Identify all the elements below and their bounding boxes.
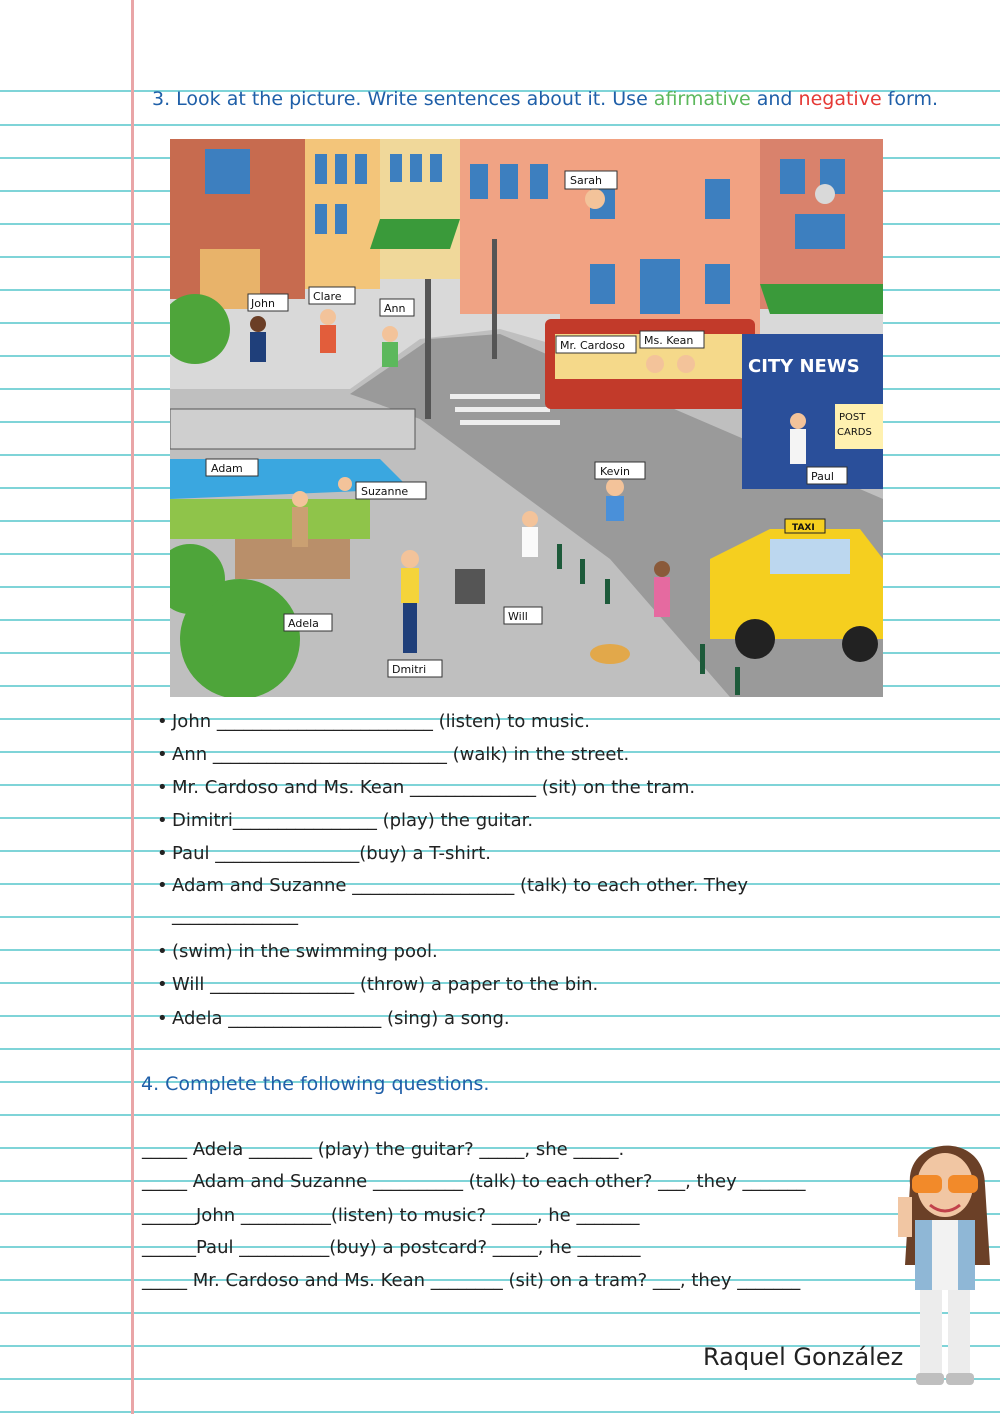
label-adam: Adam	[211, 462, 243, 475]
exercise-4-question: ______Paul __________(buy) a postcard? _____, he _______	[142, 1237, 641, 1258]
exercise-4-question: _____ Adela _______ (play) the guitar? _____, she _____.	[142, 1139, 625, 1160]
label-paul: Paul	[811, 470, 834, 483]
exercise-4-question: ______John __________(listen) to music? _____, he _______	[142, 1205, 640, 1226]
label-will: Will	[508, 610, 528, 623]
street-scene-illustration	[170, 139, 883, 697]
notebook-rule	[0, 124, 1000, 126]
label-ms-kean: Ms. Kean	[644, 334, 694, 347]
title-text: 3. Look at the picture. Write sentences about it. Use	[152, 88, 654, 110]
exercise-3-item: Adam and Suzanne __________________ (talk) to each other. They	[172, 875, 749, 896]
exercise-3-item: Ann __________________________ (walk) in the street.	[172, 744, 630, 765]
exercise-3-item: Mr. Cardoso and Ms. Kean ______________ (sit) on the tram.	[172, 777, 696, 798]
exercise-3-item: Will ________________ (throw) a paper to the bin.	[172, 974, 599, 995]
bullet: •	[157, 974, 168, 995]
post-sign: POST	[839, 412, 866, 423]
label-mr-cardoso: Mr. Cardoso	[560, 339, 625, 352]
notebook-rule	[0, 1312, 1000, 1314]
exercise-3-item: Paul ________________(buy) a T-shirt.	[172, 843, 492, 864]
exercise-4-question: _____ Adam and Suzanne __________ (talk) to each other? ___, they _______	[142, 1171, 806, 1192]
dog	[590, 644, 630, 664]
exercise-3-item: Dimitri________________ (play) the guitar.	[172, 810, 534, 831]
exercise-3-title	[152, 88, 938, 110]
bullet: •	[157, 810, 168, 831]
exercise-3-item-continuation: ______________	[172, 905, 298, 926]
bullet: •	[157, 711, 168, 732]
city-news-sign: CITY NEWS	[748, 356, 860, 377]
label-adela: Adela	[288, 617, 319, 630]
affirmative-word: afirmative	[653, 88, 751, 110]
exercise-4-question: _____ Mr. Cardoso and Ms. Kean ________ (sit) on a tram? ___, they _______	[142, 1270, 801, 1291]
bullet: •	[157, 1008, 168, 1029]
label-ann: Ann	[384, 302, 406, 315]
bullet: •	[157, 777, 168, 798]
margin-line	[131, 0, 134, 1414]
label-john: John	[251, 297, 275, 310]
teacher-avatar	[890, 1125, 1000, 1390]
label-sarah: Sarah	[570, 174, 602, 187]
label-kevin: Kevin	[600, 465, 630, 478]
street-scene-svg	[170, 139, 883, 697]
avatar-svg	[890, 1125, 1000, 1390]
exercise-3-item: John ________________________ (listen) to music.	[172, 711, 590, 732]
exercise-3-item: Adela _________________ (sing) a song.	[172, 1008, 510, 1029]
trash-bin	[455, 569, 485, 604]
negative-word: negative	[798, 88, 882, 110]
and-word: and	[750, 88, 799, 110]
notebook-rule	[0, 1048, 1000, 1050]
notebook-rule	[0, 949, 1000, 951]
label-suzanne: Suzanne	[361, 485, 409, 498]
exercise-3-item: (swim) in the swimming pool.	[172, 941, 438, 962]
bullet: •	[157, 941, 168, 962]
bullet: •	[157, 744, 168, 765]
label-clare: Clare	[313, 290, 342, 303]
bullet: •	[157, 875, 168, 896]
cards-sign: CARDS	[837, 427, 872, 438]
notebook-rule	[0, 1411, 1000, 1413]
title-end: form.	[881, 88, 939, 110]
exercise-4-title: 4. Complete the following questions.	[141, 1073, 490, 1095]
notebook-rule	[0, 1378, 1000, 1380]
notebook-rule	[0, 1114, 1000, 1116]
label-dmitri: Dmitri	[392, 663, 427, 676]
author-signature: Raquel González	[703, 1343, 904, 1371]
taxi-sign: TAXI	[792, 523, 815, 533]
bullet: •	[157, 843, 168, 864]
notebook-rule	[0, 916, 1000, 918]
notebook-rule	[0, 850, 1000, 852]
